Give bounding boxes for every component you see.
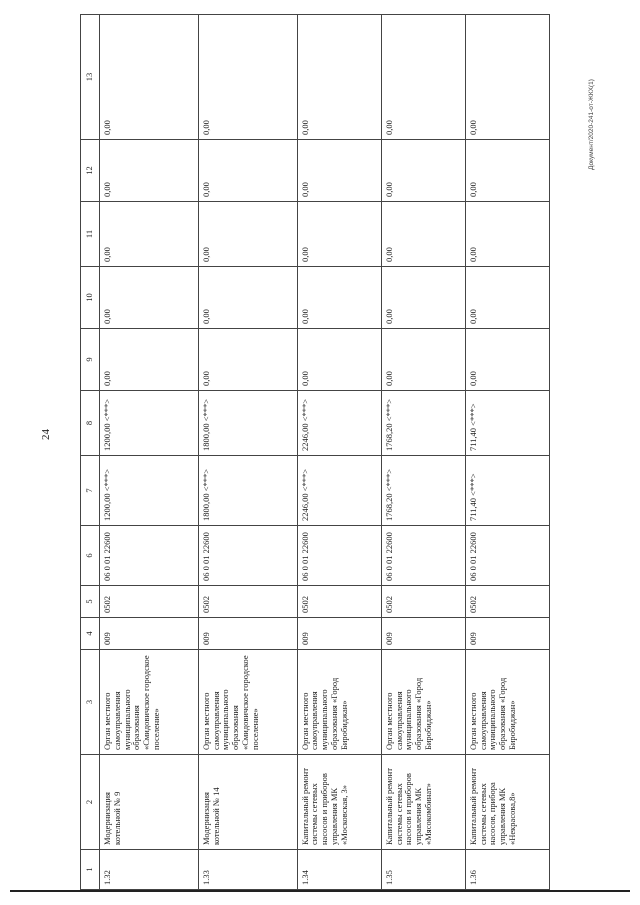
table-row [198, 15, 297, 890]
cell-col9: 0,00 [381, 329, 465, 391]
cell-col7: 711,40 <***> [465, 456, 549, 526]
cell-col11: 0,00 [100, 202, 199, 267]
cell-col7: 1800,00 <***> [198, 456, 297, 526]
cell-col7: 2246,00 <***> [297, 456, 381, 526]
table-row [465, 15, 549, 890]
cell-col10: 0,00 [381, 267, 465, 329]
document-code: Документ/2020-241-от-ЖКХ(1) [588, 79, 595, 170]
column-header: 11 [81, 202, 100, 267]
cell-col9: 0,00 [198, 329, 297, 391]
cell-col6: 06 0 01 22600 [465, 526, 549, 586]
row-number: 1.32 [100, 850, 199, 890]
cell-col9: 0,00 [100, 329, 199, 391]
cell-col11: 0,00 [198, 202, 297, 267]
column-header: 5 [81, 586, 100, 618]
column-header: 13 [81, 15, 100, 140]
cell-col4: 009 [198, 618, 297, 650]
table-row [100, 15, 199, 890]
row-number: 1.34 [297, 850, 381, 890]
cell-col4: 009 [100, 618, 199, 650]
cell-col11: 0,00 [381, 202, 465, 267]
row-number: 1.33 [198, 850, 297, 890]
row-number: 1.35 [381, 850, 465, 890]
column-header: 10 [81, 267, 100, 329]
cell-col10: 0,00 [198, 267, 297, 329]
cell-col6: 06 0 01 22600 [381, 526, 465, 586]
page-divider [10, 890, 630, 892]
table-row [381, 15, 465, 890]
cell-col5: 0502 [381, 586, 465, 618]
cell-col10: 0,00 [100, 267, 199, 329]
cell-col5: 0502 [297, 586, 381, 618]
event-name: Капитальный ремонт системы сетевых насосов, прибора управления МК «Некрасова,8» [465, 755, 549, 850]
event-name: Капитальный ремонт системы сетевых насосов и приборов управления МК «Мясокомбинат» [381, 755, 465, 850]
cell-col10: 0,00 [465, 267, 549, 329]
cell-col7: 1768,20 <***> [381, 456, 465, 526]
page-number: 24 [40, 429, 52, 440]
cell-col8: 1200,00 <***> [100, 391, 199, 456]
responsible-org: Орган местного самоуправления муниципального образования «Город Биробиджан» [465, 650, 549, 755]
cell-col13: 0,00 [381, 15, 465, 140]
cell-col6: 06 0 01 22600 [198, 526, 297, 586]
column-header: 3 [81, 650, 100, 755]
cell-col4: 009 [297, 618, 381, 650]
cell-col4: 009 [381, 618, 465, 650]
cell-col12: 0,00 [297, 140, 381, 202]
cell-col8: 2246,00 <***> [297, 391, 381, 456]
responsible-org: Орган местного самоуправления муниципального образования «Город Биробиджан» [381, 650, 465, 755]
cell-col9: 0,00 [465, 329, 549, 391]
responsible-org: Орган местного самоуправления муниципального образования «Город Биробиджан» [297, 650, 381, 755]
cell-col12: 0,00 [465, 140, 549, 202]
cell-col5: 0502 [465, 586, 549, 618]
column-header: 4 [81, 618, 100, 650]
column-header: 1 [81, 850, 100, 890]
cell-col11: 0,00 [465, 202, 549, 267]
event-name: Модернизация котельной № 9 [100, 755, 199, 850]
event-name: Капитальный ремонт системы сетевых насосов и приборов управления МК «Московская, 3» [297, 755, 381, 850]
header-row [81, 15, 100, 890]
data-table [80, 14, 550, 890]
cell-col11: 0,00 [297, 202, 381, 267]
cell-col8: 1768,20 <***> [381, 391, 465, 456]
cell-col7: 1200,00 <***> [100, 456, 199, 526]
row-number: 1.36 [465, 850, 549, 890]
column-header: 7 [81, 456, 100, 526]
cell-col10: 0,00 [297, 267, 381, 329]
budget-table [80, 15, 550, 890]
cell-col12: 0,00 [100, 140, 199, 202]
cell-col13: 0,00 [465, 15, 549, 140]
cell-col13: 0,00 [297, 15, 381, 140]
column-header: 12 [81, 140, 100, 202]
column-header: 2 [81, 755, 100, 850]
cell-col9: 0,00 [297, 329, 381, 391]
event-name: Модернизация котельной № 14 [198, 755, 297, 850]
column-header: 9 [81, 329, 100, 391]
cell-col8: 1800,00 <***> [198, 391, 297, 456]
cell-col4: 009 [465, 618, 549, 650]
responsible-org: Орган местного самоуправления муниципального образования «Смидовичское городское поселение» [198, 650, 297, 755]
cell-col12: 0,00 [381, 140, 465, 202]
cell-col6: 06 0 01 22600 [297, 526, 381, 586]
cell-col5: 0502 [100, 586, 199, 618]
cell-col6: 06 0 01 22600 [100, 526, 199, 586]
table-row [297, 15, 381, 890]
cell-col12: 0,00 [198, 140, 297, 202]
cell-col8: 711,40 <***> [465, 391, 549, 456]
cell-col13: 0,00 [198, 15, 297, 140]
responsible-org: Орган местного самоуправления муниципального образования «Смидовичское городское поселение» [100, 650, 199, 755]
cell-col5: 0502 [198, 586, 297, 618]
column-header: 6 [81, 526, 100, 586]
cell-col13: 0,00 [100, 15, 199, 140]
column-header: 8 [81, 391, 100, 456]
